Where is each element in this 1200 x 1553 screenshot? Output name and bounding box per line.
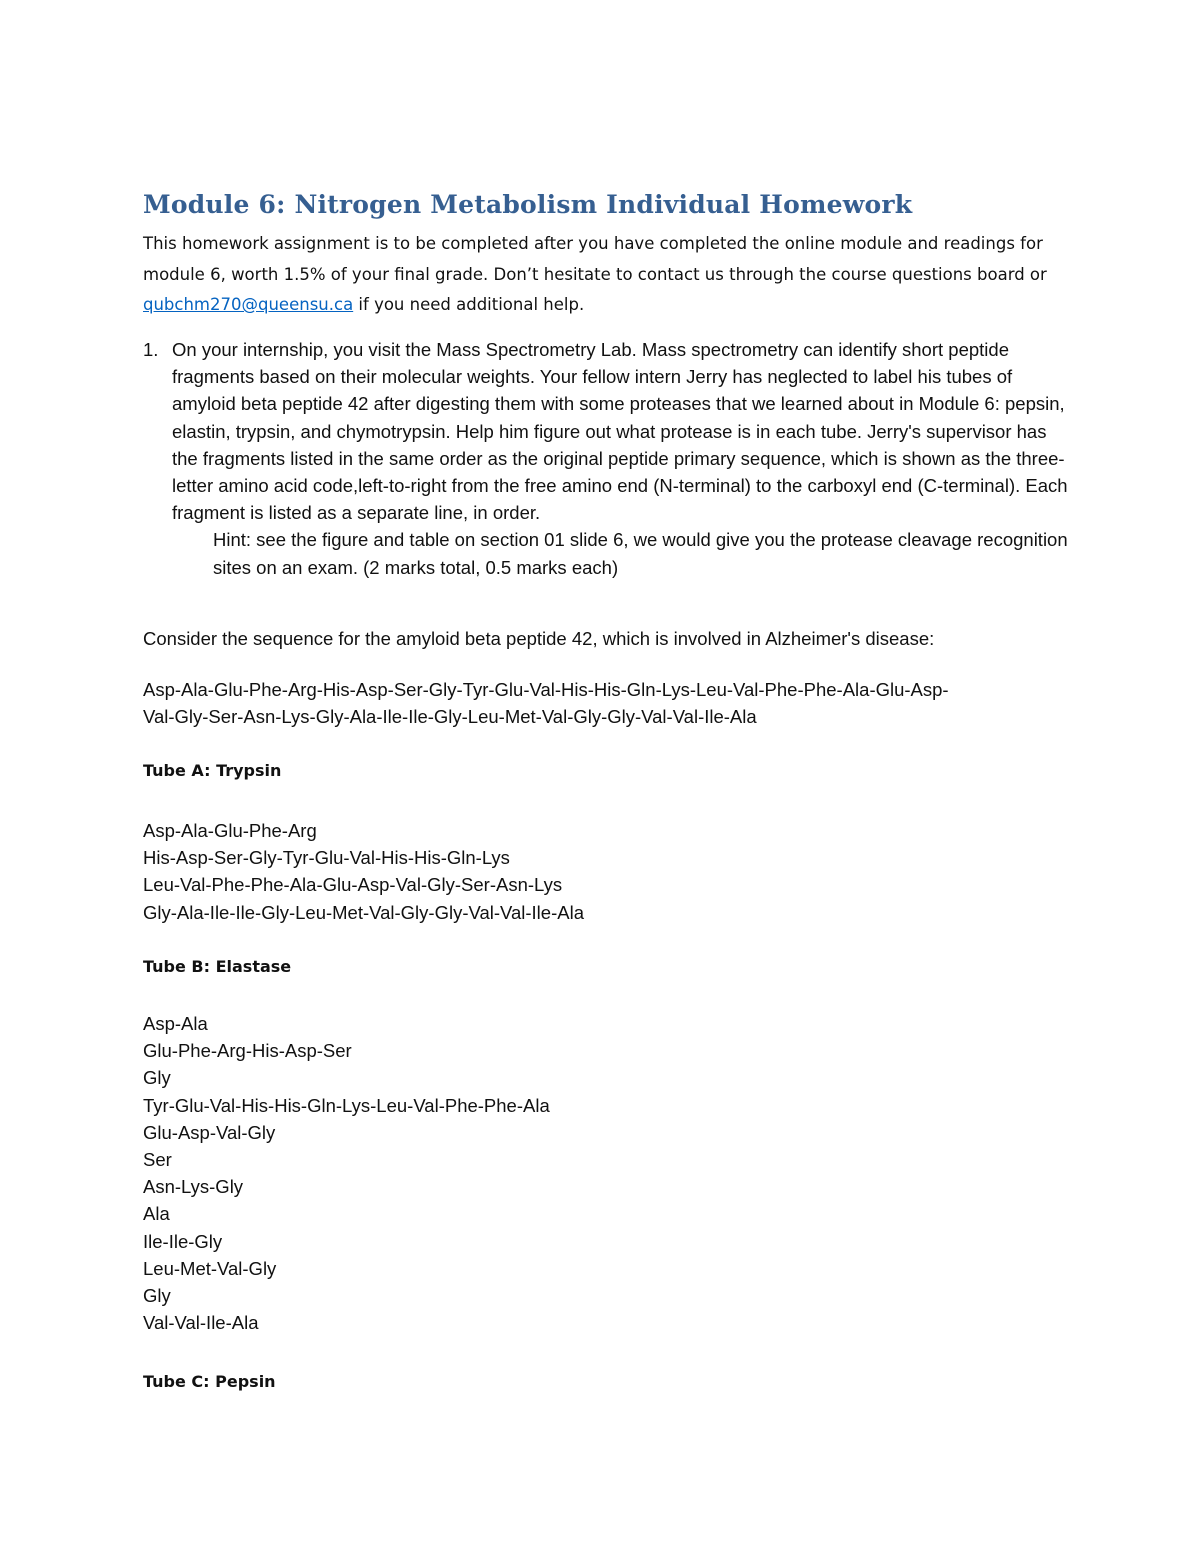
fragment: Tyr-Glu-Val-His-His-Gln-Lys-Leu-Val-Phe-Phe-Ala (143, 1094, 550, 1116)
intro-text-end: if you need additional help. (353, 295, 585, 314)
question-hint: Hint: see the figure and table on section 01 slide 6, we would give you the protease cleavage recognition sites on an exam. (2 marks total, 0.5 marks each) (213, 529, 1068, 578)
question-number: 1. (143, 339, 159, 360)
fragment: Asp-Ala-Glu-Phe-Arg (143, 820, 317, 841)
consider-text: Consider the sequence for the amyloid beta peptide 42, which is involved in Alzheimer's disease: (143, 628, 935, 649)
sequence-line: Asp-Ala-Glu-Phe-Arg-His-Asp-Ser-Gly-Tyr-Glu-Val-His-His-Gln-Lys-Leu-Val-Phe-Phe-Ala-Glu-Asp- (143, 679, 949, 700)
fragment: Gly-Ala-Ile-Ile-Gly-Leu-Met-Val-Gly-Gly-Val-Val-Ile-Ala (143, 901, 584, 923)
tube-a-heading: Tube A: Trypsin (143, 761, 282, 780)
question-1 (143, 336, 1073, 581)
tube-a-fragments (143, 817, 584, 926)
fragment: Val-Val-Ile-Ala (143, 1312, 259, 1334)
fragment: Ile-Ile-Gly (143, 1230, 223, 1252)
amyloid-sequence (143, 676, 1083, 730)
intro-paragraph (143, 229, 1083, 321)
email-link[interactable]: qubchm270@queensu.ca (143, 295, 354, 314)
fragment: Ser (143, 1149, 172, 1171)
fragment: Glu-Phe-Arg-His-Asp-Ser (143, 1040, 352, 1062)
tube-b-fragments (143, 1010, 550, 1336)
fragment: Glu-Asp-Val-Gly (143, 1121, 276, 1143)
fragment: Asp-Ala (143, 1013, 208, 1034)
fragment: Gly (143, 1067, 171, 1089)
fragment: Asn-Lys-Gly (143, 1176, 244, 1198)
fragment: Gly (143, 1285, 171, 1307)
intro-text: This homework assignment is to be completed after you have completed the online module and readings for module 6, worth 1.5% of your final grade. Don’t hesitate to contact us through the course questions board or (143, 234, 1047, 284)
tube-b-heading: Tube B: Elastase (143, 957, 292, 976)
fragment: His-Asp-Ser-Gly-Tyr-Glu-Val-His-His-Gln-Lys (143, 847, 510, 869)
fragment: Ala (143, 1203, 170, 1225)
page-title: Module 6: Nitrogen Metabolism Individual Homework (143, 190, 913, 219)
sequence-line: Val-Gly-Ser-Asn-Lys-Gly-Ala-Ile-Ile-Gly-Leu-Met-Val-Gly-Gly-Val-Val-Ile-Ala (143, 706, 757, 728)
tube-c-heading: Tube C: Pepsin (143, 1372, 276, 1391)
fragment: Leu-Val-Phe-Phe-Ala-Glu-Asp-Val-Gly-Ser-Asn-Lys (143, 874, 563, 896)
fragment: Leu-Met-Val-Gly (143, 1257, 277, 1279)
question-text: On your internship, you visit the Mass Spectrometry Lab. Mass spectrometry can identify short peptide fragments based on their molecular weights. Your fellow intern Jerry has neglected to label his tubes of amyloid beta peptide 42 after digesting them with some proteases that we learned about in Module 6: pepsin, elastin, trypsin, and chymotrypsin. Help him figure out what protease is in each tube. Jerry's supervisor has the fragments listed in the same order as the original peptide primary sequence, which is shown as the three-letter amino acid code,left-to-right from the free amino end (N-terminal) to the carboxyl end (C-terminal). Each fragment is listed as a separate line, in order. (172, 339, 1068, 524)
